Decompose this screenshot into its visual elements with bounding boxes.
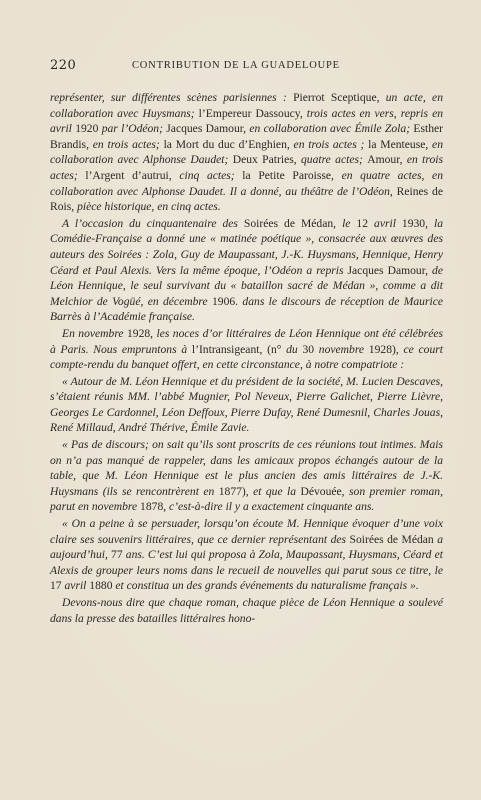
paragraph [50,595,443,626]
text-run: un acte, en collaboration avec Huysmans; [50,91,444,120]
text-run: en trois actes ; [293,137,369,151]
text-run: en collaboration avec Alphonse Daudet; [50,137,443,167]
text-run: Soirées de Médan, [243,216,343,230]
text-run: Jacques Damour, [166,122,250,136]
text-run: en trois actes; [92,137,164,151]
text-run: la Comédie-Française a donné une « matinée poétique », consacrée aux œuvres des auteurs des Soirées : Zola, Guy de Maupassant, J.-K. Huysmans, Hennique, Henry Céard et Paul Alexis. Vers la même époque, l’Odéon a repris [50,216,444,277]
text-run: en collaboration avec Émile Zola; [249,122,414,136]
text-run: la Petite Paroisse, [242,168,342,182]
text-run: a aujourd’hui, [50,532,443,562]
text-run: ce court compte-rendu du banquet offert, en cette circonstance, à notre compatriote : [50,342,443,372]
text-run: son premier roman, parut en novembre [50,484,443,514]
text-run: Devons-nous dire que chaque roman, chaque pièce de Léon Hennique a soulevé dans la presse des batailles littéraires hono- [50,596,443,625]
text-run: « Pas de discours; on sait qu’ils sont proscrits de ces réunions tout intimes. Mais on n’a pas manqué de rappeler, dans les amicaux propos échangés autour de la table, que M. Léon Hennique est le plus ancien des amis littéraires de J.-K. Huysmans (ils se rencontrèrent en [50,438,443,498]
text-run: avril [374,216,402,230]
page-number: 220 [50,58,77,73]
paragraph [50,516,443,594]
text-run: 1877), [218,484,254,498]
text-run: avril [64,579,90,593]
text-run: « On a peine à se persuader, lorsqu’on écoute M. Hennique évoquer d’une voix claire ses souvenirs littéraires, que ce dernier représentant des [50,517,443,546]
text-run: 1878, [140,500,170,514]
text-run: pièce historique, en cinq actes. [77,200,221,214]
running-title: CONTRIBUTION DE LA GUADELOUPE [132,60,340,71]
page-header [50,58,443,80]
text-run: 1928), [368,342,404,356]
text-run: l’Empereur Dassoucy, [198,106,307,120]
text-run: 1928, [126,326,157,340]
text-run: du [286,342,303,356]
text-run: dans le discours de réception de Maurice Barrès à l’Académie française. [50,294,443,324]
paragraph [50,374,443,436]
text-run: représenter, sur différentes scènes parisiennes : [50,91,294,104]
text-run: Deux Patries, [232,153,301,167]
text-run: l’Argent d’autrui, [85,168,180,182]
text-run: l’Intransigeant, [191,342,268,356]
text-run: Amour, [367,153,407,167]
text-run: (n° [267,342,287,356]
text-run: 1920 [75,122,102,136]
text-run: trois actes en vers, repris en avril [50,106,444,136]
text-run: « Autour de M. Léon Hennique et du président de la société, M. Lucien Descaves, s’étaient réunis MM. l’abbé Mugnier, Pol Neveux, Pierre Galichet, Pierre Lièvre, Georges Le Cardonnel, Léon Deffoux, Pierre Dufay, René Dumesnil, Charles Jouas, René Millaud, André Thérive, Émile Zavie. [50,374,443,435]
text-run: Reines de Rois, [50,184,443,214]
text-run: les noces d’or littéraires de Léon Hennique ont été célébrées à Paris. Nous empruntons à [50,326,443,356]
text-run: la Mort du duc d’Enghien, [163,137,294,151]
text-run: de Léon Hennique, le seul survivant du « bataillon sacré de Médan », comme a dit Melchior de Vogüé, en décembre [50,263,443,308]
text-run: et que la [253,484,301,498]
text-run: Esther Brandis, [50,122,443,151]
text-run: c’est-à-dire il y a exactement cinquante ans. [169,500,375,514]
text-run: 12 [356,216,375,230]
text-run: Soirées de Médan [349,532,438,546]
text-run: Pierrot Sceptique, [293,91,386,104]
text-run: 17 [50,579,65,593]
text-run: quatre actes; [300,153,368,167]
text-run: En novembre [62,326,127,340]
text-run: en quatre actes, en collaboration avec Alphonse Daudet. Il a donné, au théâtre de l’Odéon, [50,168,443,198]
text-run: ans. C’est lui qui proposa à Zola, Maupassant, Huysmans, Céard et Alexis de grouper leurs noms dans le recueil de nouvelles qui parut sous ce titre, le [50,548,443,577]
text-run: 1930, [401,216,434,230]
paragraph [50,437,443,515]
body-text [50,90,443,626]
text-run: en trois actes; [50,153,443,182]
text-run: Jacques Damour, [347,263,433,277]
text-run: 1880 [89,579,116,593]
paragraph [50,326,443,373]
text-run: 1906. [211,294,243,308]
text-run: Dévouée, [300,484,350,498]
paragraph [50,90,443,215]
text-run: par l’Odéon; [101,122,167,136]
text-run: 77 [111,548,126,562]
paragraph [50,216,443,325]
text-run: le [342,216,357,230]
text-run: A l’occasion du cinquantenaire des [62,216,244,230]
text-run: la Menteuse, [368,137,433,151]
text-run: 30 [302,342,319,356]
text-run: et constitua un des grands événements du naturalisme français ». [115,579,419,593]
text-run: novembre [318,342,369,356]
text-run: cinq actes; [179,168,243,182]
